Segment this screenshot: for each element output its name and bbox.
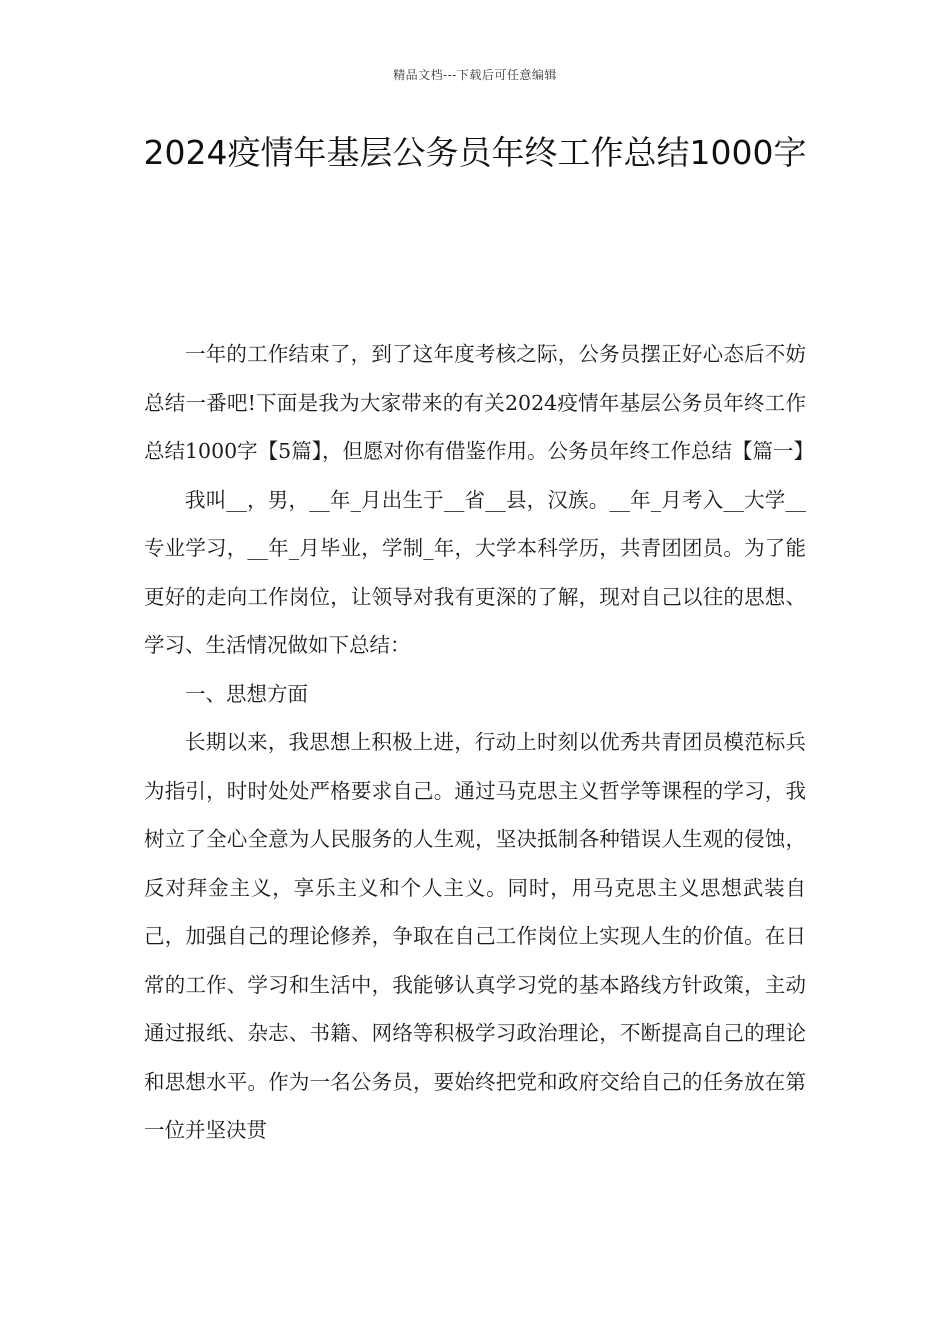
document-title: 2024疫情年基层公务员年终工作总结1000字	[143, 133, 807, 172]
paragraph-thought: 长期以来，我思想上积极上进，行动上时刻以优秀共青团员模范标兵为指引，时时处处严格要求自己。通过马克思主义哲学等课程的学习，我树立了全心全意为人民服务的人生观，坚决抵制各种错误人生观的侵蚀，反对拜金主义，享乐主义和个人主义。同时，用马克思主义思想武装自己，加强自己的理论修养，争取在自己工作岗位上实现人生的价值。在日常的工作、学习和生活中，我能够认真学习党的基本路线方针政策，主动通过报纸、杂志、书籍、网络等积极学习政治理论，不断提高自己的理论和思想水平。作为一名公务员，要始终把党和政府交给自己的任务放在第一位并坚决贯	[144, 730, 806, 1142]
section-heading-thought: 一、思想方面	[185, 681, 308, 706]
header-note: 精品文档---下载后可任意编辑	[393, 68, 557, 82]
document-body	[144, 330, 814, 1155]
paragraph-personal-info: 我叫__，男，__年_月出生于__省__县，汉族。__年_月考入__大学__专业学习，__年_月毕业，学制_年，大学本科学历，共青团团员。为了能更好的走向工作岗位，让领导对我有更深的了解，现对自己以往的思想、学习、生活情况做如下总结：	[144, 487, 806, 657]
paragraph-intro: 一年的工作结束了，到了这年度考核之际，公务员摆正好心态后不妨总结一番吧!下面是我为大家带来的有关2024疫情年基层公务员年终工作总结1000字【5篇】，但愿对你有借鉴作用。公务员年终工作总结【篇一】	[144, 342, 814, 463]
